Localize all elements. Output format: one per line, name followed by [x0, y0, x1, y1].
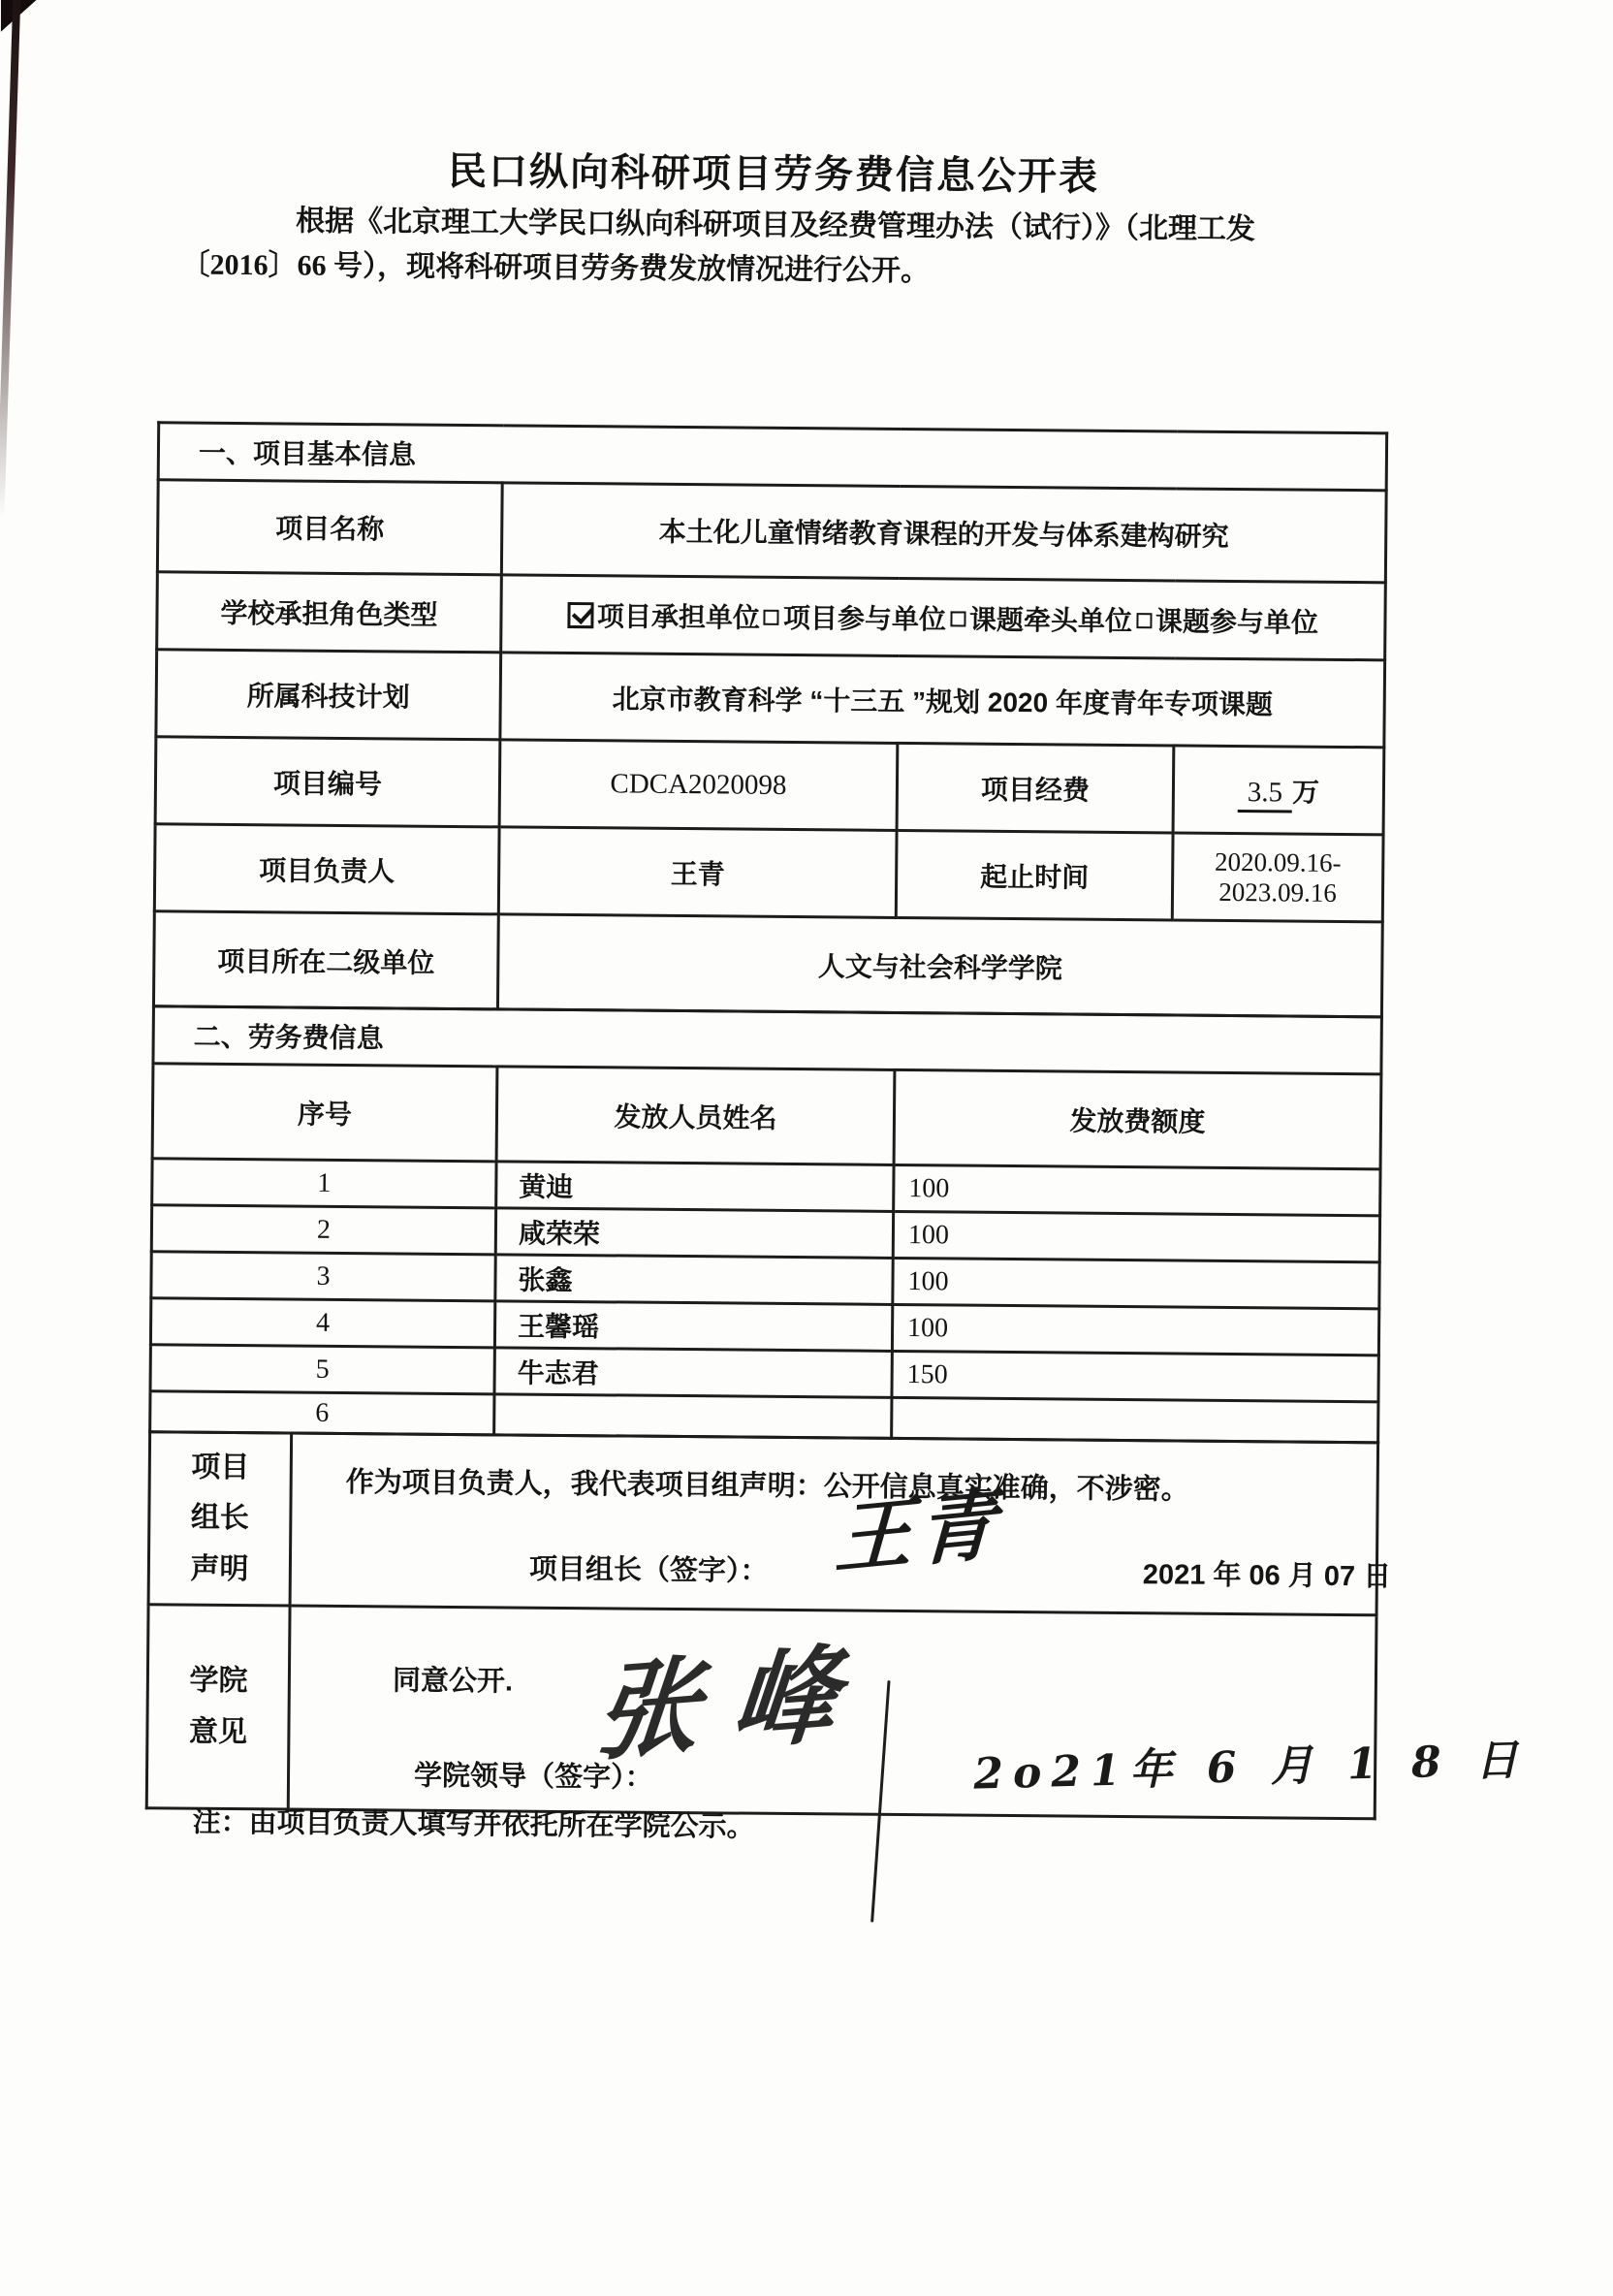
basic-info-table	[152, 421, 1388, 1018]
fee-header-amount: 发放费额度	[894, 1069, 1381, 1168]
period-value: 2020.09.16-2023.09.16	[1172, 833, 1383, 922]
checked-checkbox-icon	[568, 601, 594, 627]
plan-label: 所属科技计划	[156, 650, 501, 740]
footer-note: 注：由项目负责人填写并依托所在学院公示。	[192, 1806, 755, 1843]
plan-value: 北京市教育科学 “十三五 ”规划 2020 年度青年专项课题	[500, 653, 1385, 748]
leader-signature-handwriting: 王青	[833, 1477, 1003, 1585]
fee-name-cell: 咸荣荣	[495, 1208, 893, 1259]
signature-table	[145, 1430, 1529, 1820]
fee-no-cell: 1	[152, 1159, 496, 1208]
role-option-label: 课题参与单位	[1154, 605, 1319, 638]
fee-amount-cell: 100	[893, 1258, 1379, 1308]
project-name-value: 本土化儿童情绪教育课程的开发与体系建构研究	[501, 483, 1386, 583]
fee-no-cell: 5	[150, 1345, 494, 1394]
fee-header-name: 发放人员姓名	[496, 1067, 895, 1165]
unchecked-checkbox-icon	[764, 609, 779, 624]
role-option-label: 项目承担单位	[596, 600, 761, 633]
scan-edge-artifact	[0, 0, 21, 565]
declaration-cell	[290, 1433, 1392, 1615]
leader-value: 王青	[498, 827, 897, 918]
fee-name-cell: 王馨瑶	[494, 1301, 892, 1352]
fee-amount-cell: 100	[894, 1164, 1380, 1215]
project-name-label: 项目名称	[157, 480, 502, 575]
role-type-value	[501, 575, 1386, 660]
project-number-value: CDCA2020098	[499, 740, 898, 831]
fee-name-cell: 黄迪	[496, 1162, 894, 1212]
unit-label: 项目所在二级单位	[153, 911, 498, 1009]
fee-no-cell: 6	[150, 1391, 494, 1435]
role-type-label: 学校承担角色类型	[157, 572, 502, 653]
fee-no-cell: 2	[151, 1205, 495, 1255]
fee-amount-cell: 100	[892, 1304, 1378, 1355]
declaration-statement: 作为项目负责人，我代表项目组声明：公开信息真实准确，不涉密。	[345, 1467, 1189, 1506]
intro-line-2: 〔2016〕66 号），现将科研项目劳务费发放情况进行公开。	[180, 248, 931, 288]
fee-name-cell: 张鑫	[495, 1255, 893, 1305]
period-label: 起止时间	[896, 830, 1173, 919]
page-title: 民口纵向科研项目劳务费信息公开表	[447, 149, 1100, 199]
section1-heading: 一、项目基本信息	[158, 423, 1386, 491]
opinion-sign-label: 学院领导（签字）：	[413, 1760, 653, 1794]
opinion-statement: 同意公开.	[392, 1665, 514, 1698]
budget-amount: 3.5	[1238, 777, 1293, 813]
form-tables	[145, 421, 1529, 1820]
opinion-cell	[288, 1606, 1529, 1819]
project-number-label: 项目编号	[155, 737, 500, 827]
declaration-sign-label: 项目组长（签字）：	[528, 1553, 769, 1587]
signature-stroke-artifact	[870, 1680, 890, 1923]
role-option-label: 项目参与单位	[782, 602, 947, 634]
fee-header-no: 序号	[152, 1064, 497, 1162]
dean-signature-handwriting: 张峰	[589, 1630, 876, 1776]
budget-unit: 万	[1291, 777, 1320, 808]
role-option-label: 课题牵头单位	[968, 604, 1133, 636]
unchecked-checkbox-icon	[950, 611, 965, 626]
fee-no-cell: 3	[151, 1252, 495, 1301]
fee-amount-cell	[892, 1397, 1378, 1442]
fee-no-cell: 4	[150, 1298, 494, 1348]
intro-paragraph	[180, 198, 1393, 298]
fee-name-cell	[494, 1394, 892, 1439]
declaration-date: 2021 年 06 月 07 日	[1142, 1559, 1392, 1593]
declaration-label: 项目组长声明	[148, 1432, 292, 1606]
fee-amount-cell: 150	[892, 1351, 1378, 1401]
budget-label: 项目经费	[897, 743, 1174, 832]
unit-value: 人文与社会科学学院	[497, 914, 1382, 1017]
unchecked-checkbox-icon	[1136, 613, 1152, 628]
scan-corner-artifact	[1, 0, 44, 32]
opinion-date-handwriting: 2o21年 6 月 1 8 日	[972, 1735, 1529, 1800]
opinion-label: 学院意见	[146, 1605, 290, 1809]
leader-label: 项目负责人	[154, 824, 499, 914]
fee-table	[148, 1004, 1383, 1444]
fee-amount-cell: 100	[893, 1211, 1379, 1261]
intro-line-1: 根据《北京理工大学民口纵向科研项目及经费管理办法（试行）》（北理工发	[295, 205, 1256, 246]
section2-heading: 二、劳务费信息	[153, 1006, 1381, 1074]
fee-name-cell: 牛志君	[494, 1348, 892, 1398]
budget-value	[1173, 746, 1384, 835]
